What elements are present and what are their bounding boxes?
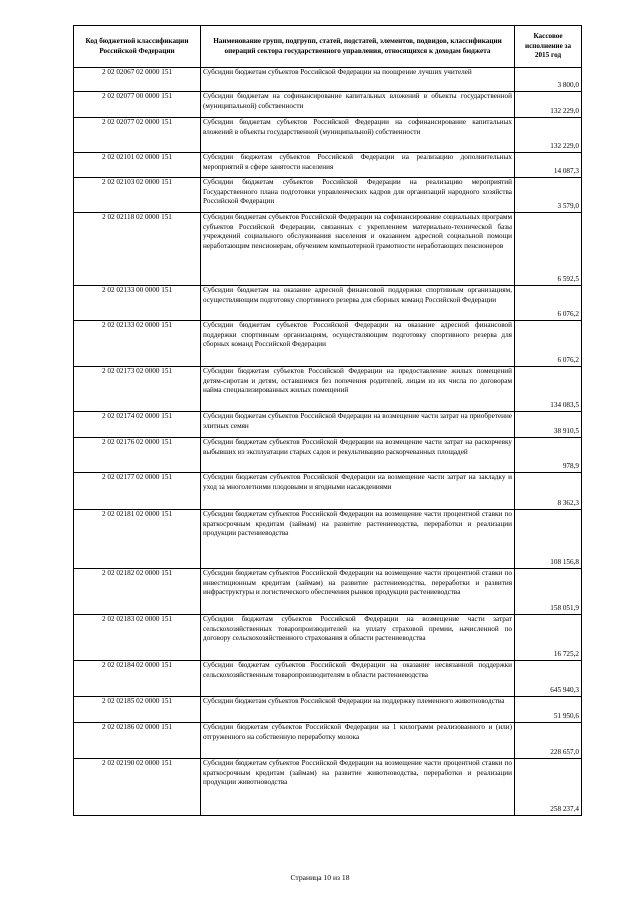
code-cell: 2 02 02174 02 0000 151 [74,412,201,438]
amount-cell: 108 156,8 [515,510,582,569]
amount-cell: 645 940,3 [515,661,582,697]
code-cell: 2 02 02182 02 0000 151 [74,569,201,615]
code-cell: 2 02 02177 02 0000 151 [74,473,201,510]
table-body [74,68,582,816]
amount-cell: 6 076,2 [515,321,582,367]
name-cell: Субсидии бюджетам субъектов Российской Федерации на реализацию мероприятий Государственного плана подготовки управленческих кадров для организаций народного хозяйства Российской Федерации [201,178,515,213]
amount-cell: 134 083,5 [515,367,582,412]
header-name: Наименование групп, подгрупп, статей, подстатей, элементов, подвидов, классификации операций сектора государственного управления, относящихся к доходам бюджета [201,26,515,68]
code-cell: 2 02 02186 02 0000 151 [74,723,201,759]
budget-revenue-table [73,25,582,816]
code-cell: 2 02 02118 02 0000 151 [74,213,201,286]
table-row [74,723,582,759]
code-cell: 2 02 02173 02 0000 151 [74,367,201,412]
table-row [74,510,582,569]
header-code: Код бюджетной классификации Российской Федерации [74,26,201,68]
table-row [74,438,582,473]
code-cell: 2 02 02067 02 0000 151 [74,68,201,92]
amount-cell: 14 087,3 [515,153,582,178]
name-cell: Субсидии бюджетам субъектов Российской Федерации на возмещение части затрат на раскорчевку выбывших из эксплуатации старых садов и рекультивацию раскорчеванных площадей [201,438,515,473]
name-cell: Субсидии бюджетам субъектов Российской Федерации на оказание несвязанной поддержки сельскохозяйственным товаропроизводителям в области растениеводства [201,661,515,697]
name-cell: Субсидии бюджетам субъектов Российской Федерации на 1 килограмм реализованного и (или) отгруженного на собственную переработку молока [201,723,515,759]
amount-cell: 978,9 [515,438,582,473]
code-cell: 2 02 02185 02 0000 151 [74,697,201,723]
table-row [74,118,582,153]
code-cell: 2 02 02181 02 0000 151 [74,510,201,569]
table-row [74,569,582,615]
code-cell: 2 02 02176 02 0000 151 [74,438,201,473]
code-cell: 2 02 02133 02 0000 151 [74,321,201,367]
table-row [74,68,582,92]
header-amount: Кассовое исполнение за 2015 год [515,26,582,68]
table-row [74,412,582,438]
table-header-row [74,26,582,68]
name-cell: Субсидии бюджетам субъектов Российской Федерации на поощрение лучших учителей [201,68,515,92]
name-cell: Субсидии бюджетам на оказание адресной финансовой поддержки спортивным организациям, осуществляющим подготовку спортивного резерва для сборных команд Российской Федерации [201,286,515,321]
table-row [74,286,582,321]
code-cell: 2 02 02190 02 0000 151 [74,759,201,816]
code-cell: 2 02 02183 02 0000 151 [74,615,201,661]
amount-cell: 158 051,9 [515,569,582,615]
amount-cell: 132 229,0 [515,92,582,118]
amount-cell: 38 910,5 [515,412,582,438]
name-cell: Субсидии бюджетам субъектов Российской Федерации на возмещение части процентной ставки по краткосрочным кредитам (займам) на развитие животноводства, переработки и реализации продукции животноводства [201,759,515,816]
amount-cell: 8 362,3 [515,473,582,510]
name-cell: Субсидии бюджетам субъектов Российской Федерации на возмещение части затрат на приобретение элитных семян [201,412,515,438]
table-row [74,697,582,723]
amount-cell: 132 229,0 [515,118,582,153]
name-cell: Субсидии бюджетам на софинансирование капитальных вложений в объекты государственной (муниципальной) собственности [201,92,515,118]
name-cell: Субсидии бюджетам субъектов Российской Федерации на реализацию дополнительных мероприятий в сфере занятости населения [201,153,515,178]
name-cell: Субсидии бюджетам субъектов Российской Федерации на возмещение части процентной ставки по краткосрочным кредитам (займам) на развитие растениеводства, переработки и реализации продукции растениеводства [201,510,515,569]
code-cell: 2 02 02133 00 0000 151 [74,286,201,321]
code-cell: 2 02 02184 02 0000 151 [74,661,201,697]
table-row [74,153,582,178]
table-row [74,367,582,412]
name-cell: Субсидии бюджетам субъектов Российской Федерации на поддержку племенного животноводства [201,697,515,723]
table-row [74,92,582,118]
amount-cell: 228 657,0 [515,723,582,759]
code-cell: 2 02 02077 02 0000 151 [74,118,201,153]
table-row [74,759,582,816]
amount-cell: 3 579,0 [515,178,582,213]
code-cell: 2 02 02103 02 0000 151 [74,178,201,213]
table-row [74,178,582,213]
name-cell: Субсидии бюджетам субъектов Российской Федерации на софинансирование капитальных вложений в объекты государственной (муниципальной) собственности [201,118,515,153]
amount-cell: 6 076,2 [515,286,582,321]
name-cell: Субсидии бюджетам субъектов Российской Федерации на возмещение части затрат на закладку и уход за многолетними плодовыми и ягодными насаждениями [201,473,515,510]
amount-cell: 3 800,0 [515,68,582,92]
table-row [74,321,582,367]
amount-cell: 16 725,2 [515,615,582,661]
page-number: Страница 10 из 18 [290,873,350,882]
name-cell: Субсидии бюджетам субъектов Российской Федерации на возмещение части затрат сельскохозяйственных товаропроизводителей на уплату страховой премии, начисленной по договору сельскохозяйственного страхования в области растениеводства [201,615,515,661]
amount-cell: 258 237,4 [515,759,582,816]
amount-cell: 51 950,6 [515,697,582,723]
code-cell: 2 02 02101 02 0000 151 [74,153,201,178]
code-cell: 2 02 02077 00 0000 151 [74,92,201,118]
table-row [74,661,582,697]
table-row [74,473,582,510]
name-cell: Субсидии бюджетам субъектов Российской Федерации на возмещение части процентной ставки по инвестиционным кредитам (займам) на развитие растениеводства, переработки и развития инфраструктуры и логистического обеспечения рынков продукции растениеводства [201,569,515,615]
name-cell: Субсидии бюджетам субъектов Российской Федерации на оказание адресной финансовой поддержки спортивным организациям, осуществляющим подготовку спортивного резерва для сборных команд Российской Федерации [201,321,515,367]
table-row [74,213,582,286]
table-row [74,615,582,661]
name-cell: Субсидии бюджетам субъектов Российской Федерации на софинансирование социальных программ субъектов Российской Федерации, связанных с укреплением материально-технической базы учреждений социального обслуживания населения и оказанием адресной социальной помощи неработающим пенсионерам, обучением компьютерной грамотности неработающих пенсионеров [201,213,515,286]
name-cell: Субсидии бюджетам субъектов Российской Федерации на предоставление жилых помещений детям-сиротам и детям, оставшимся без попечения родителей, лицам из их числа по договорам найма специализированных жилых помещений [201,367,515,412]
amount-cell: 6 592,5 [515,213,582,286]
